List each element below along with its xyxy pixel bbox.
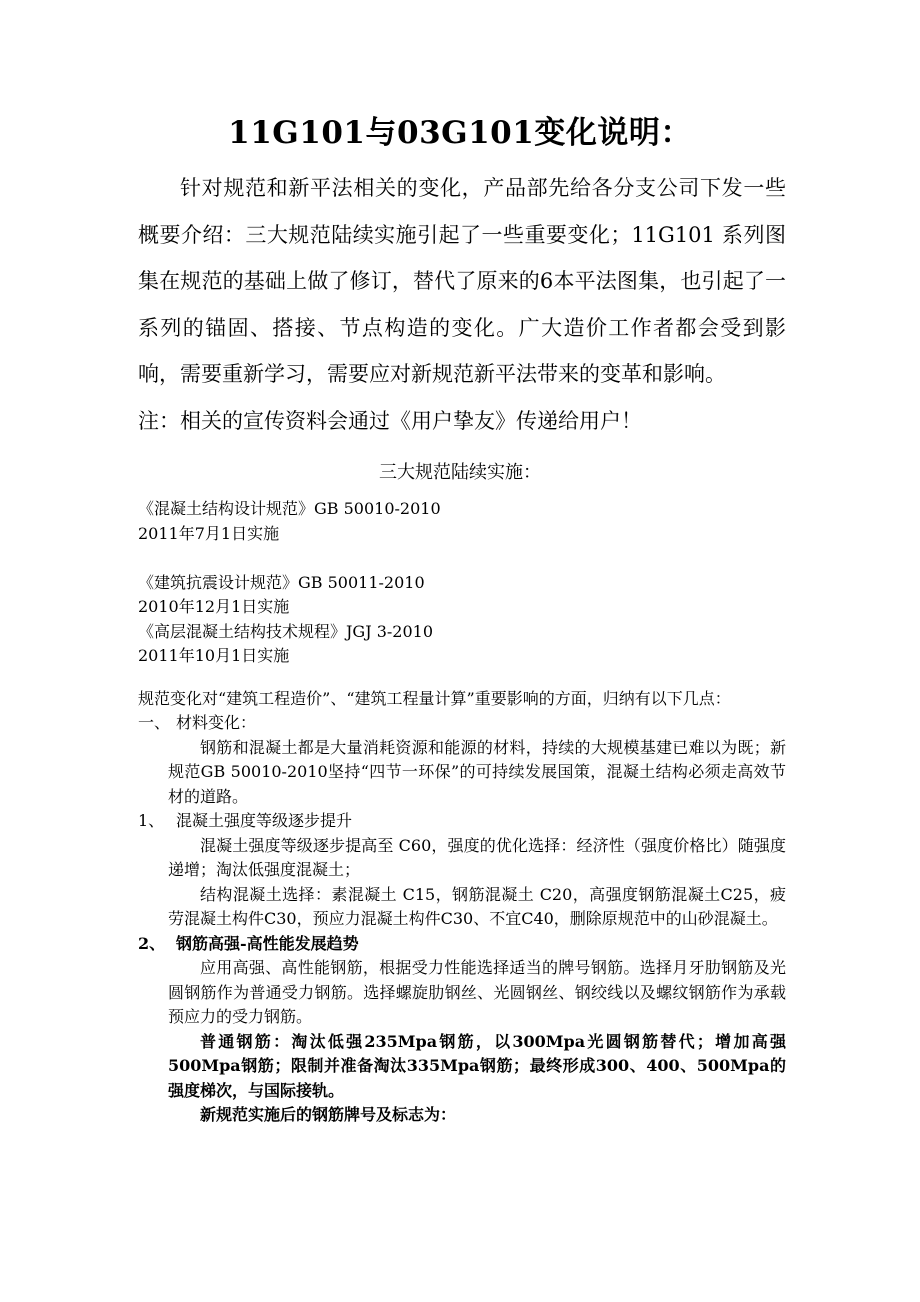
intro-section: [138, 165, 786, 444]
section-1-text: 钢筋和混凝土都是大量消耗资源和能源的材料，持续的大规模基建已难以为既；新规范GB 50010-2010坚持“四节一环保”的可持续发展国策，混凝土结构必须走高效节材的道路。: [168, 737, 786, 806]
code-1-name: 《混凝土结构设计规范》GB 50010-2010: [138, 499, 441, 518]
code-2-name: 《建筑抗震设计规范》GB 50011-2010: [138, 572, 425, 592]
item-1-number: 1、: [138, 811, 165, 830]
section-1-title: 材料变化：: [176, 713, 257, 732]
item-2-title: 钢筋高强-高性能发展趋势: [176, 933, 359, 953]
item-2-number: 2、: [138, 933, 166, 953]
code-2-date: 2010年12月1日实施: [138, 597, 290, 616]
item-1-paragraph-2: 结构混凝土选择：素混凝土 C15，钢筋混凝土 C20，高强度钢筋混凝土C25，疲劳混凝土构件C30，预应力混凝土构件C30、不宜C40，删除原规范中的山砂混凝土。: [168, 884, 786, 928]
section-1-heading: [138, 711, 786, 736]
item-1-paragraph-1: 混凝土强度等级逐步提高至 C60，强度的优化选择：经济性（强度价格比）随强度递增；淘汰低强度混凝土；: [168, 835, 786, 879]
item-1-heading: [138, 809, 786, 834]
item-2-paragraph-1: 应用高强、高性能钢筋，根据受力性能选择适当的牌号钢筋。选择月牙肋钢筋及光圆钢筋作为普通受力钢筋。选择螺旋肋钢丝、光圆钢丝、钢绞线以及螺纹钢筋作为承载预应力的受力钢筋。: [168, 958, 786, 1026]
blank-line: [138, 669, 786, 687]
intro-note: 注：相关的宣传资料会通过《用户挚友》传递给用户！: [138, 408, 642, 433]
item-2-heading: [138, 932, 786, 957]
code-1-date: 2011年7月1日实施: [138, 523, 280, 543]
document-body: [138, 497, 786, 1128]
blank-line: [138, 546, 786, 571]
item-1-title: 混凝土强度等级逐步提升: [176, 811, 353, 830]
impact-intro: 规范变化对“建筑工程造价”、“建筑工程量计算”重要影响的方面，归纳有以下几点：: [138, 688, 731, 708]
item-2-paragraph-3: 新规范实施后的钢筋牌号及标志为：: [200, 1105, 457, 1124]
document-title: 11G101与03G101变化说明：: [228, 115, 692, 151]
section-1-number: 一、: [138, 713, 171, 732]
section-heading: 三大规范陆续实施：: [379, 462, 541, 483]
intro-paragraph: 针对规范和新平法相关的变化，产品部先给各分支公司下发一些概要介绍：三大规范陆续实施引起了一些重要变化；11G101 系列图集在规范的基础上做了修订，替代了原来的6本平法图集，也引起了一系列的锚固、搭接、节点构造的变化。广大造价工作者都会受到影响，需要重新学习，需要应对新规范新平法带来的变革和影响。: [138, 176, 786, 386]
code-3-name: 《高层混凝土结构技术规程》JGJ 3-2010: [138, 621, 434, 641]
code-3-date: 2011年10月1日实施: [138, 646, 290, 665]
item-2-paragraph-2: 普通钢筋：淘汰低强235Mpa钢筋，以300Mpa光圆钢筋替代；增加高强500Mpa钢筋；限制并准备淘汰335Mpa钢筋；最终形成300、400、500Mpa的强度梯次，与国际接轨。: [168, 1031, 786, 1100]
